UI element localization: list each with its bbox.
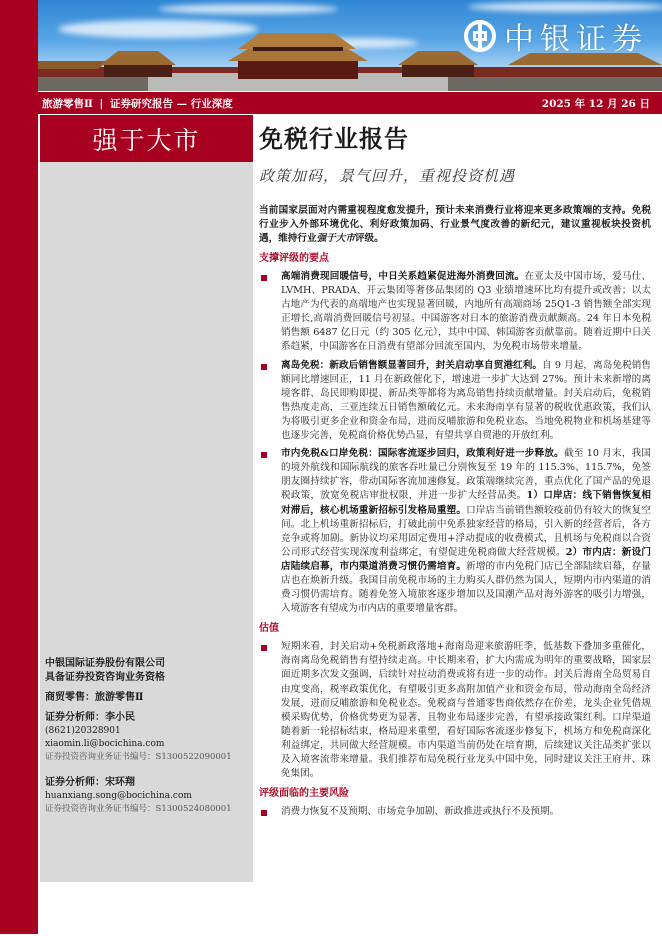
page-title: 免税行业报告	[259, 124, 409, 153]
bullet-square-icon	[259, 359, 281, 444]
logo-text: 中银证券	[504, 22, 648, 57]
report-body	[259, 122, 651, 819]
analyst-info	[45, 657, 250, 816]
summary-paragraph: 当前国家层面对内需重视程度愈发提升，预计未来消费行业将迎来更多政策端的支持。免税行业步入外部环境优化、利好政策加码、行业景气度改善的新纪元，建议重视板块投资机遇，维持行业强于大市评级。	[259, 205, 651, 244]
analyst-cert: 证券投资咨询业务证书编号：S1300522090001	[45, 752, 232, 762]
breadcrumb-separator: |	[99, 97, 104, 110]
list-item: 市内免税&口岸免税：国际客流逐步回归，政策利好进一步释放。截至 10 月末，我国的境外航线和国际航线的旅客吞吐量已分别恢复至 19 年的 115.3%、115.7%，免签朋友圈持续扩容，带动国际客流加速修复。政策端继续完善，重点优化了国产品的免退税政策，放宽免税店审批权限，并进一步扩大经营品类。1）口岸店：线下销售恢复相对滞后，核心机场重新招标引发格局重塑。口岸店当前销售额较疫前仍有较大的恢复空间。北上机场重新招标后，打破此前中免系独家经营的格局，引入新的经营者后，各方竞争或将加剧。新协议均采用固定费用+浮动提成的收费模式，且机场与免税商以合资公司形式经营实现深度利益绑定，有望促进免税商做大经营规模。2）市内店：新设门店陆续启幕，市内渠道消费习惯仍需培育。新增的市内免税门店已全部陆续启幕，存量店也在焕新升级。我国目前免税市场的主力购买人群仍然为国人，短期内市内渠道的消费习惯仍需培育。随着免签入境旅客逐步增加以及国潮产品对海外游客的吸引力增强，入境游客有望成为市内店的重要增量客群。	[259, 447, 651, 616]
bullet-square-icon	[259, 805, 281, 819]
company-logo	[464, 14, 648, 58]
analyst-email[interactable]: huanxiang.song@bocichina.com	[45, 791, 192, 801]
analyst-email[interactable]: xiaomin.li@bocichina.com	[45, 739, 165, 749]
section-heading-risks: 评级面临的主要风险	[259, 788, 349, 800]
boc-logo-icon	[464, 20, 496, 52]
company-name: 中银国际证券股份有限公司	[45, 658, 165, 669]
section-heading-key-points: 支撑评级的要点	[259, 253, 329, 264]
report-type-label: 证券研究报告 — 行业深度	[110, 97, 233, 110]
analyst-name: 证券分析师：李小民	[45, 712, 135, 723]
analyst-name: 证券分析师：宋环翔	[45, 777, 135, 788]
bullet-square-icon	[259, 447, 281, 616]
report-header-bar	[38, 92, 662, 114]
left-brand-band	[0, 0, 38, 934]
list-item: 消费力恢复不及预期、市场竞争加剧、新政推进或执行不及预期。	[259, 805, 651, 819]
page-subtitle: 政策加码，景气回升，重视投资机遇	[259, 167, 516, 185]
analyst-phone: (8621)20328901	[45, 726, 121, 736]
industry-label: 旅游零售Ⅱ	[42, 97, 93, 110]
breadcrumb	[42, 96, 236, 111]
header-banner-image	[38, 0, 662, 91]
rating-badge: 强于大市	[40, 115, 253, 162]
section-heading-valuation: 估值	[259, 623, 279, 635]
bullet-square-icon	[259, 640, 281, 781]
report-date: 2025 年 12 月 26 日	[541, 97, 650, 110]
list-item: 离岛免税：新政后销售额显著回升，封关启动享自贸港红利。自 9 月起，离岛免税销售额同比增速回正，11 月在新政催化下，增速进一步扩大达到 27%。预计未来新增的离境客群、岛民即购即提、新品类等都将为离岛销售持续贡献增量。封关启动后，免税销售热度走高，三亚连续五日销售额破亿元。未来海南享有显著的税收优惠政策，我们认为将吸引更多企业和资金布局，进而反哺旅游和免税业态。当地免税物业和机场基建等也逐步完善，免税商价格优势凸显，有望共享自贸港的开放红利。	[259, 359, 651, 444]
sector-label: 商贸零售：旅游零售Ⅱ	[45, 692, 144, 703]
analyst-cert: 证券投资咨询业务证书编号：S1300524080001	[45, 804, 232, 814]
summary-rating: 强于大市	[316, 233, 355, 244]
list-item: 高端消费现回暖信号，中日关系趋紧促进海外消费回流。在亚太及中国市场，爱马仕、LVMH、PRADA、开云集团等奢侈品集团的 Q3 业绩增速环比均有提升或改善；以太古地产为代表的高端地产也实现显著回暖，内地所有高端商场 25Q1-3 销售额全部实现正增长,高端消费回暖信号初显。中国游客对日本的旅游消费贡献颇高。24 年日本免税销售额 6487 亿日元（约 305 亿元），其中中国、韩国游客贡献靠前。随着近期中日关系趋紧，中国游客在日消费有望部分回流至国内，为免税市场带来增量。	[259, 270, 651, 355]
list-item: 短期来看，封关启动+免税新政落地+海南岛迎来旅游旺季，低基数下叠加多重催化，海南离岛免税销售有望持续走高。中长期来看，扩大内需成为明年的重要战略，国家层面近期多次发文强调，后续针对拉动消费或将有进一步的动作。封关后海南全岛贸易自由度变高，税率政策优化，有望吸引更多高附加值产业和资金布局，带动海南全岛经济发展，进而反哺旅游和免税业态。免税商与普通零售商依然存在价差，龙头企业凭借规模采购优势，价格优势更为显著，且物业布局逐步完善，有望承接政策红利。口岸渠道随着新一轮招标结束，格局迎来重塑，看好国际客流逐步修复下，机场方和免税商深化利益绑定，共同做大经营规模。市内渠道当前仍处在培育期，后续建议关注品类扩张以及入境客流带来增量。我们推荐布局免税行业龙头中国中免，同时建议关注王府井、珠免集团。	[259, 640, 651, 781]
bullet-square-icon	[259, 270, 281, 355]
qualification: 具备证券投资咨询业务资格	[45, 672, 165, 683]
